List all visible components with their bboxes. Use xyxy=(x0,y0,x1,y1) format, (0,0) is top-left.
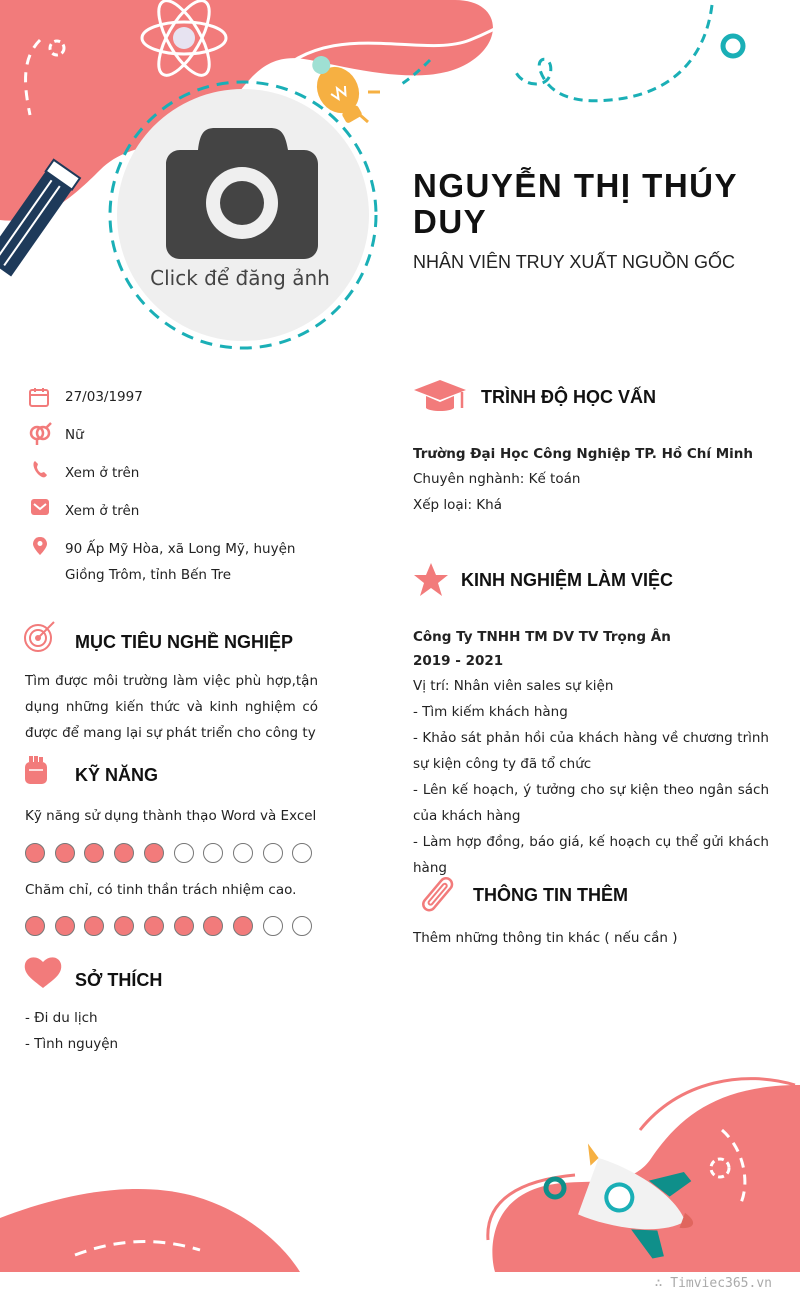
birthday-text: 27/03/1997 xyxy=(65,389,143,405)
hobby-item: - Đi du lịch xyxy=(25,1010,98,1026)
skill-name: Kỹ năng sử dụng thành thạo Word và Excel xyxy=(25,808,317,824)
skill-dot-filled xyxy=(55,843,75,863)
target-icon xyxy=(25,622,54,651)
upload-photo-label[interactable]: Click để đăng ảnh xyxy=(150,266,330,290)
skill-dot-filled xyxy=(114,843,134,863)
education-major: Chuyên nghành: Kế toán xyxy=(413,471,581,487)
gender-text: Nữ xyxy=(65,427,84,443)
location-icon xyxy=(33,537,47,555)
skill-dot-filled xyxy=(114,916,134,936)
fist-icon xyxy=(25,756,47,784)
gender-icon xyxy=(31,423,51,445)
skill-dot-filled xyxy=(25,916,45,936)
hobbies-heading: SỞ THÍCH xyxy=(75,970,163,990)
education-grade: Xếp loại: Khá xyxy=(413,497,502,513)
email-icon xyxy=(31,499,49,515)
skills-heading: KỸ NĂNG xyxy=(75,765,159,785)
education-heading: TRÌNH ĐỘ HỌC VẤN xyxy=(481,387,656,407)
phone-icon xyxy=(33,461,47,477)
graduation-cap-icon xyxy=(414,380,466,411)
experience-period: 2019 - 2021 xyxy=(413,653,504,669)
footer-brand[interactable]: ∴ Timviec365.vn xyxy=(654,1276,772,1291)
additional-text: Thêm những thông tin khác ( nếu cần ) xyxy=(413,930,678,946)
skill-dot-empty xyxy=(263,843,283,863)
experience-duty: - Lên kế hoạch, ý tưởng cho sự kiện theo ngân sách của khách hàng xyxy=(413,782,769,824)
email-text: Xem ở trên xyxy=(65,503,140,519)
experience-duty: - Làm hợp đồng, báo giá, kế hoạch cụ thể gửi khách hàng xyxy=(413,834,769,876)
objective-text: Tìm được môi trường làm việc phù hợp,tận dụng những kiến thức và kinh nghiệm có được để mang lại sự phát triển cho công ty xyxy=(25,673,318,741)
education-school: Trường Đại Học Công Nghiệp TP. Hồ Chí Minh xyxy=(413,446,753,462)
objective-heading: MỤC TIÊU NGHỀ NGHIỆP xyxy=(75,632,294,652)
hobby-item: - Tình nguyện xyxy=(25,1036,119,1052)
paperclip-icon xyxy=(421,876,455,913)
skill-dot-filled xyxy=(144,843,164,863)
heart-icon xyxy=(25,957,62,988)
skill-dot-empty xyxy=(174,843,194,863)
skill-dot-filled xyxy=(174,916,194,936)
phone-text: Xem ở trên xyxy=(65,465,140,481)
calendar-icon xyxy=(30,388,48,406)
skill-dot-filled xyxy=(55,916,75,936)
experience-duty: - Khảo sát phản hồi của khách hàng về chương trình sự kiện công ty đã tổ chức xyxy=(413,730,769,772)
skill-name: Chăm chỉ, có tinh thần trách nhiệm cao. xyxy=(25,882,297,898)
star-icon xyxy=(414,563,448,596)
experience-position: Vị trí: Nhân viên sales sự kiện xyxy=(413,678,614,694)
bottom-left-blob xyxy=(0,1189,300,1272)
skill-dot-empty xyxy=(263,916,283,936)
candidate-name: NGUYỄN THỊ THÚY DUY xyxy=(413,167,738,240)
experience-heading: KINH NGHIỆM LÀM VIỆC xyxy=(461,570,674,590)
skill-dot-filled xyxy=(25,843,45,863)
address-text: 90 Ấp Mỹ Hòa, xã Long Mỹ, huyện Giồng Trôm, tỉnh Bến Tre xyxy=(65,541,296,583)
skill-dot-empty xyxy=(233,843,253,863)
skill-dot-filled xyxy=(233,916,253,936)
job-title: NHÂN VIÊN TRUY XUẤT NGUỒN GỐC xyxy=(413,252,736,272)
skill-dot-filled xyxy=(144,916,164,936)
teal-ring xyxy=(723,36,743,56)
additional-heading: THÔNG TIN THÊM xyxy=(473,885,628,905)
experience-duty: - Tìm kiếm khách hàng xyxy=(413,704,568,720)
experience-company: Công Ty TNHH TM DV TV Trọng Ân xyxy=(413,629,671,645)
